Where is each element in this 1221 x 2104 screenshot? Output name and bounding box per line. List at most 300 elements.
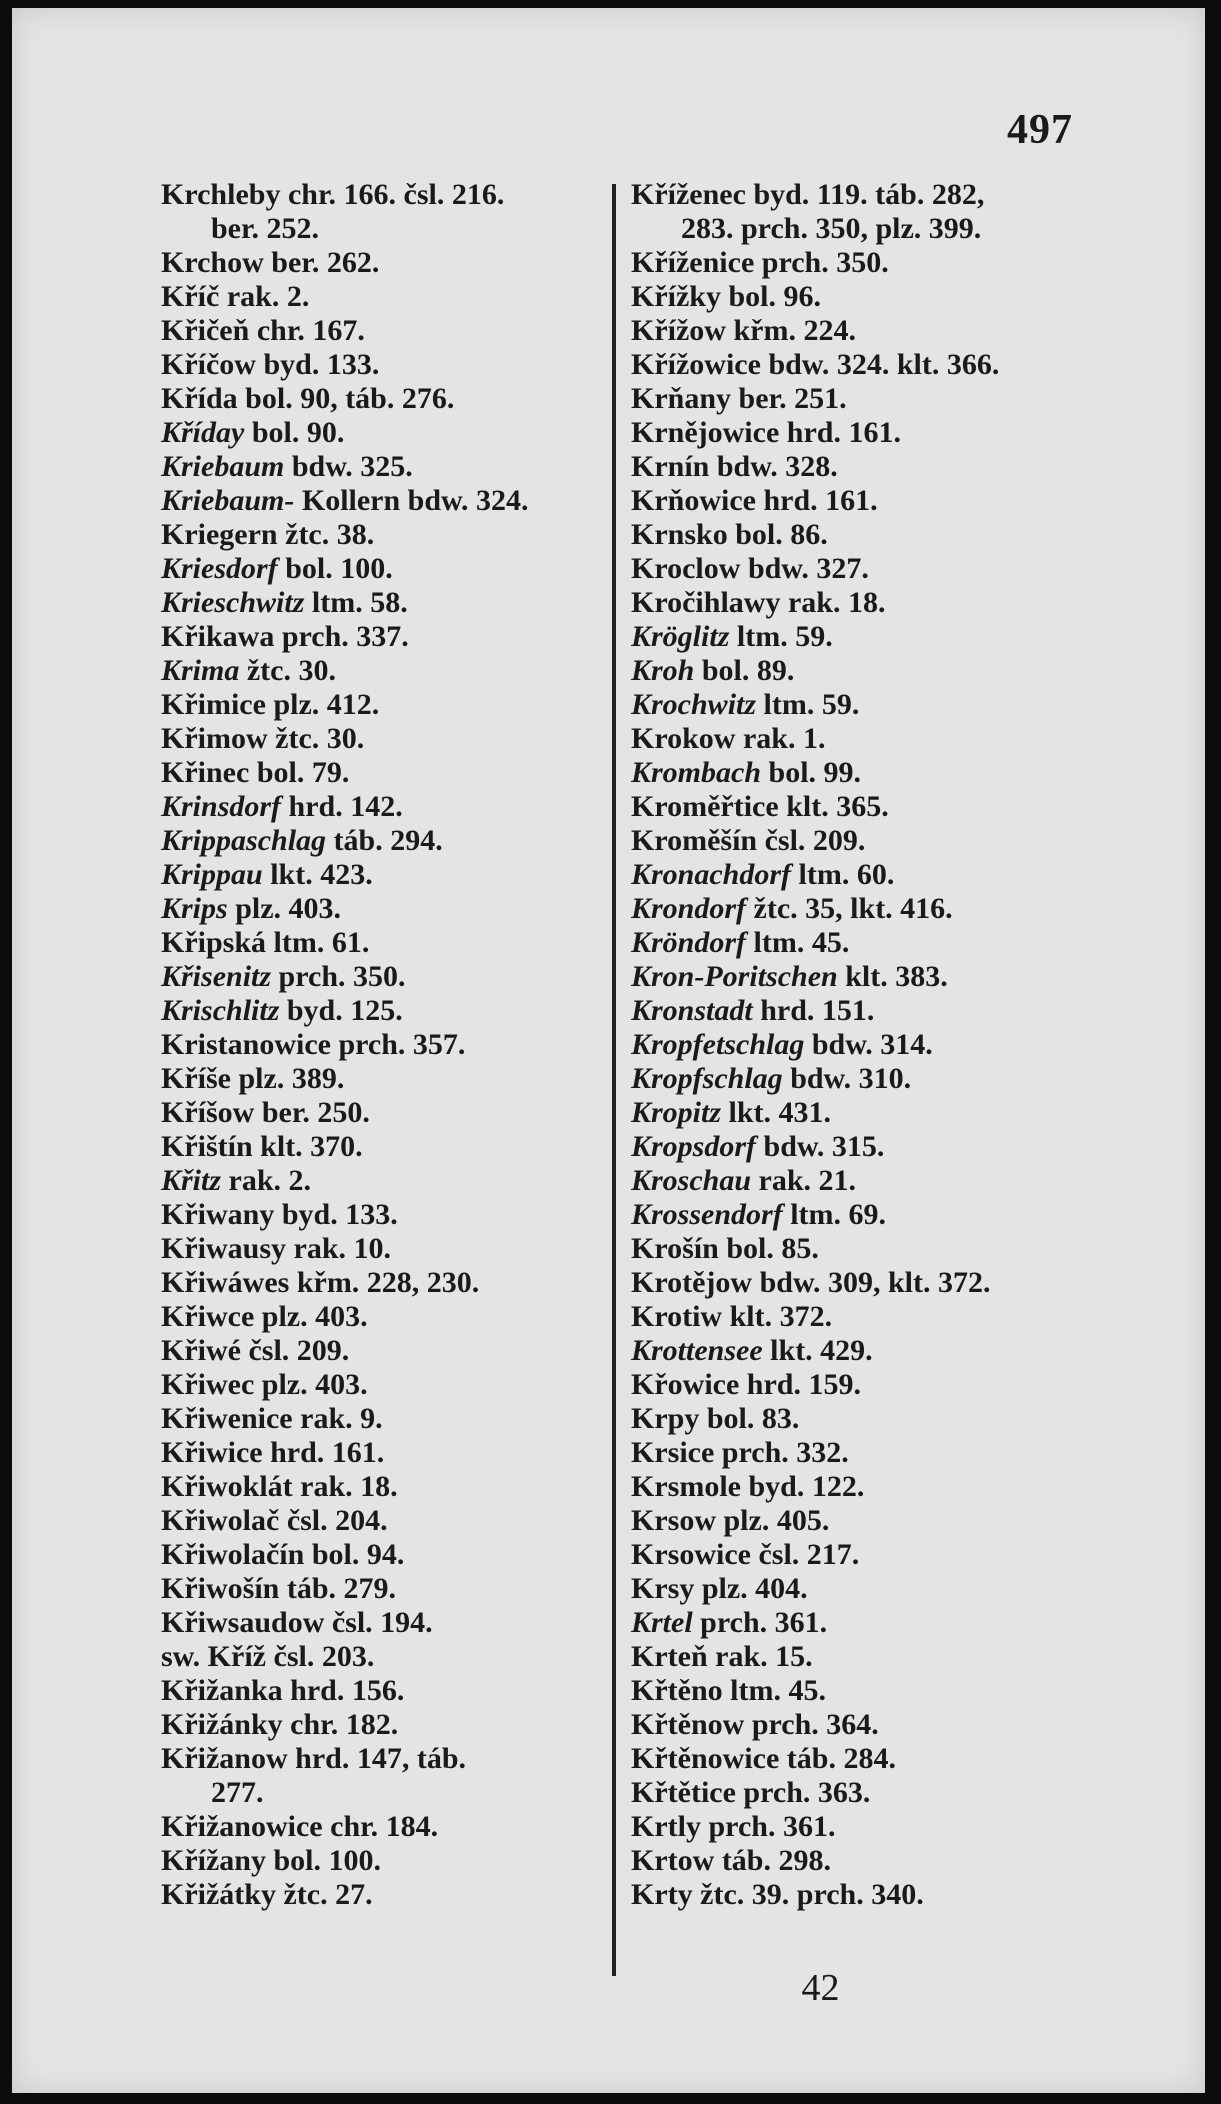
entry-references: bol. 100. (266, 1844, 382, 1877)
entry-references: klt. 365. (778, 790, 889, 823)
entry-references: ltm. 58. (304, 586, 408, 619)
entry-references: hrd. 151. (752, 994, 875, 1027)
entry-headword: Krotějow (631, 1266, 753, 1299)
index-entry (161, 178, 601, 212)
index-entry (161, 1878, 601, 1912)
index-entry (161, 1198, 601, 1232)
index-entry (631, 1504, 1076, 1538)
entry-headword: Krošín (631, 1232, 719, 1265)
entry-headword: Kriesdorf (161, 552, 278, 585)
signature-number: 42 (801, 1967, 840, 2009)
index-entry (161, 620, 601, 654)
entry-headword: Krossendorf (631, 1198, 783, 1231)
entry-references: bdw. 315. (756, 1130, 885, 1163)
index-entry (161, 1028, 601, 1062)
entry-headword: Křižanowice (161, 1810, 323, 1843)
entry-headword: Křištín (161, 1130, 253, 1163)
entry-references: ber. 252. (211, 212, 320, 245)
index-entry (631, 1198, 1076, 1232)
entry-references: rak. 2. (221, 1164, 312, 1197)
entry-references: chr. 184. (322, 1810, 439, 1843)
entry-references: křm. 228, 230. (289, 1266, 480, 1299)
entry-references: křm. 224. (725, 314, 856, 347)
index-entry (631, 1606, 1076, 1640)
index-entry (631, 1640, 1076, 1674)
index-entry (631, 178, 1076, 212)
entry-headword: sw. Kříž (161, 1640, 266, 1673)
entry-headword: Krinsdorf (161, 790, 282, 823)
entry-references: prch. 332. (714, 1436, 849, 1469)
entry-headword: Křimice (161, 688, 266, 721)
entry-references: prch. 363. (735, 1776, 871, 1809)
index-entry (631, 790, 1076, 824)
entry-references: čsl. 209. (757, 824, 866, 857)
index-entry (631, 416, 1076, 450)
entry-headword: Krnějowice (631, 416, 780, 449)
index-entry (631, 1300, 1076, 1334)
entry-headword: Křtětice (631, 1776, 736, 1809)
entry-headword: Křiwice (161, 1436, 263, 1469)
index-entry (631, 858, 1076, 892)
entry-headword: Krtow (631, 1844, 715, 1877)
index-entry (161, 1572, 601, 1606)
entry-references: hrd. 161. (779, 416, 901, 449)
entry-references: bol. 99. (761, 756, 862, 789)
entry-headword: Křižanka (161, 1674, 283, 1707)
entry-references: 277. (211, 1776, 264, 1809)
index-entry (631, 314, 1076, 348)
entry-references: byd. 125. (279, 994, 403, 1027)
entry-references: hrd. 159. (739, 1368, 861, 1401)
entry-headword: Křížany (161, 1844, 266, 1877)
index-entry (631, 994, 1076, 1028)
index-entry (161, 1640, 601, 1674)
column-divider (612, 184, 616, 1976)
entry-references: ber. 262. (263, 246, 380, 279)
entry-headword: Kröndorf (631, 926, 747, 959)
index-entry (631, 1436, 1076, 1470)
index-entry (161, 1096, 601, 1130)
entry-references: bdw. 324. klt. 366. (760, 348, 1000, 381)
index-entry (161, 1062, 601, 1096)
index-entry (161, 892, 601, 926)
entry-headword: Křiwany (161, 1198, 275, 1231)
entry-references: chr. 167. (249, 314, 365, 347)
entry-references: rak. 2. (219, 280, 310, 313)
index-entry (161, 382, 601, 416)
entry-references: bol. 83. (699, 1402, 800, 1435)
index-entry (161, 212, 601, 246)
entry-references: ltm. 61. (266, 926, 370, 959)
entry-references: hrd. 142. (281, 790, 403, 823)
entry-headword: Krima (161, 654, 240, 687)
index-entry (631, 1028, 1076, 1062)
entry-references: žtc. 39. prch. 340. (692, 1878, 924, 1911)
entry-headword: Křiwsaudow (161, 1606, 325, 1639)
entry-references: bol. 90. (244, 416, 345, 449)
entry-references: plz. 403. (254, 1368, 368, 1401)
index-entry (161, 484, 601, 518)
entry-references: 283. prch. 350, plz. 399. (681, 212, 982, 245)
entry-references: prch. 350. (754, 246, 889, 279)
entry-references: byd. 119. táb. 282, (745, 178, 985, 211)
entry-references: byd. 133. (255, 348, 380, 381)
index-entry (631, 1402, 1076, 1436)
entry-references: bol. 100. (277, 552, 393, 585)
entry-headword: Křipská (161, 926, 267, 959)
entry-headword: Křtěno (631, 1674, 723, 1707)
index-entry (161, 756, 601, 790)
entry-headword: Kroschau (631, 1164, 752, 1197)
entry-headword: Křiwáwes (161, 1266, 290, 1299)
index-entry (631, 518, 1076, 552)
index-entry (161, 654, 601, 688)
entry-headword: Kříšow (161, 1096, 255, 1129)
signature-mark (12, 1966, 1205, 2010)
entry-headword: Krpy (631, 1402, 700, 1435)
index-entry (161, 1742, 601, 1776)
index-entry (631, 1334, 1076, 1368)
entry-headword: Kropitz (631, 1096, 722, 1129)
entry-references: ltm. 45. (722, 1674, 826, 1707)
index-entry (631, 348, 1076, 382)
index-entry (631, 892, 1076, 926)
entry-references: bdw. 314. (804, 1028, 933, 1061)
entry-references: bol. 89. (694, 654, 795, 687)
entry-references: hrd. 161. (262, 1436, 385, 1469)
entry-headword: Křitz (161, 1164, 222, 1197)
entry-headword: Kristanowice (161, 1028, 331, 1061)
entry-references: ltm. 45. (746, 926, 850, 959)
entry-headword: Kriegern (161, 518, 278, 551)
entry-headword: Křtěnow (631, 1708, 745, 1741)
entry-references: ber. 250. (254, 1096, 370, 1129)
index-entry (631, 688, 1076, 722)
index-entry (631, 586, 1076, 620)
entry-headword: Křisenitz (161, 960, 272, 993)
entry-headword: Krips (161, 892, 228, 925)
entry-references: bol. 86. (727, 518, 828, 551)
index-entry (161, 1708, 601, 1742)
index-entry (161, 280, 601, 314)
index-entry (161, 824, 601, 858)
entry-references: Kollern bdw. 324. (294, 484, 529, 517)
entry-headword: Kroh (631, 654, 695, 687)
entry-references: čsl. 217. (750, 1538, 860, 1571)
entry-references: byd. 122. (740, 1470, 865, 1503)
entry-headword: Křiwošín (161, 1572, 280, 1605)
entry-references: ber. 251. (731, 382, 847, 415)
entry-headword: Krnsko (631, 518, 728, 551)
index-entry (161, 1674, 601, 1708)
index-entry (631, 1470, 1076, 1504)
entry-references: rak. 10. (286, 1232, 392, 1265)
index-entry (631, 1776, 1076, 1810)
entry-headword: Krondorf (631, 892, 747, 925)
entry-references: chr. 182. (282, 1708, 399, 1741)
entry-headword: Křiwec (161, 1368, 255, 1401)
index-entry (631, 1368, 1076, 1402)
index-entry (161, 926, 601, 960)
entry-references: táb. 298. (714, 1844, 831, 1877)
entry-headword: Kříženice (631, 246, 755, 279)
entry-headword: Krsow (631, 1504, 716, 1537)
index-entry (161, 1504, 601, 1538)
index-entry (631, 1572, 1076, 1606)
entry-headword: Křičeň (161, 314, 250, 347)
entry-references: plz. 389. (230, 1062, 345, 1095)
entry-headword: Krsice (631, 1436, 715, 1469)
entry-headword: Křižátky (161, 1878, 276, 1911)
index-entry (161, 1164, 601, 1198)
entry-references: hrd. 147, táb. (287, 1742, 467, 1775)
entry-references: bol. 79. (249, 756, 350, 789)
entry-headword: Krtly (631, 1810, 701, 1843)
index-entry (161, 1368, 601, 1402)
index-entry (161, 518, 601, 552)
index-entry (161, 722, 601, 756)
entry-headword: Křowice (631, 1368, 740, 1401)
entry-headword: Kříženec (631, 178, 746, 211)
entry-headword: Krottensee (631, 1334, 763, 1367)
entry-headword: Kronachdorf (631, 858, 792, 891)
entry-headword: Křížowice (631, 348, 761, 381)
entry-references: plz. 412. (265, 688, 380, 721)
entry-references: plz. 403. (227, 892, 342, 925)
entry-headword: Kriebaum (161, 450, 285, 483)
index-entry (161, 552, 601, 586)
index-entry (631, 960, 1076, 994)
entry-references: bdw. 328. (709, 450, 838, 483)
index-entry (631, 1130, 1076, 1164)
entry-references: bdw. 325. (284, 450, 413, 483)
entry-references: rak. 9. (292, 1402, 383, 1435)
index-entry (161, 416, 601, 450)
entry-headword: Kročihlawy (631, 586, 781, 619)
index-entry (631, 1096, 1076, 1130)
index-entry (161, 1130, 601, 1164)
index-entry (161, 994, 601, 1028)
entry-headword: Kříday (161, 416, 245, 449)
entry-headword: Krochwitz (631, 688, 757, 721)
entry-references: bol. 85. (718, 1232, 819, 1265)
entry-references: žtc. 35, lkt. 416. (746, 892, 953, 925)
index-entry (631, 824, 1076, 858)
index-entry (631, 1810, 1076, 1844)
entry-references: klt. 370. (252, 1130, 363, 1163)
index-entry (631, 1878, 1076, 1912)
entry-references: ltm. 69. (782, 1198, 887, 1231)
index-entry (161, 1232, 601, 1266)
index-entry (161, 1436, 601, 1470)
entry-references: lkt. 429. (762, 1334, 873, 1367)
entry-references: plz. 404. (694, 1572, 808, 1605)
index-entry (161, 1470, 601, 1504)
index-entry (161, 1844, 601, 1878)
entry-references: ltm. 60. (791, 858, 895, 891)
entry-references: prch. 364. (744, 1708, 879, 1741)
index-entry (161, 858, 601, 892)
index-entry (631, 1844, 1076, 1878)
entry-references: čsl. 204. (279, 1504, 388, 1537)
right-column (631, 178, 1076, 1912)
index-entry (631, 450, 1076, 484)
entry-headword: Křikawa (161, 620, 275, 653)
entry-references: žtc. 30. (267, 722, 365, 755)
index-entry (631, 1062, 1076, 1096)
entry-headword: Krtel (631, 1606, 693, 1639)
entry-headword: Kron-Poritschen (631, 960, 838, 993)
index-entry (631, 926, 1076, 960)
entry-headword: Krsmole (631, 1470, 741, 1503)
entry-headword: Krnín (631, 450, 710, 483)
entry-headword: Kropfetschlag (631, 1028, 805, 1061)
entry-headword: Krieschwitz (161, 586, 305, 619)
entry-references: čsl. 194. (324, 1606, 433, 1639)
entry-headword: Krsowice (631, 1538, 751, 1571)
entry-headword: Krchow (161, 246, 264, 279)
entry-headword: Kropfschlag (631, 1062, 783, 1095)
entry-headword: Křiwausy (161, 1232, 287, 1265)
entry-references: klt. 372. (722, 1300, 833, 1333)
entry-headword: Kropsdorf (631, 1130, 757, 1163)
entry-references: hrd. 156. (282, 1674, 405, 1707)
entry-references: bol. 94. (304, 1538, 405, 1571)
entry-headword: Krischlitz (161, 994, 280, 1027)
index-entry (631, 620, 1076, 654)
index-entry (161, 790, 601, 824)
entry-headword: Křiwoklát (161, 1470, 293, 1503)
entry-headword: Kříč (161, 280, 220, 313)
entry-headword: Kriebaum- (161, 484, 295, 517)
index-entry (631, 212, 1076, 246)
index-entry (631, 280, 1076, 314)
entry-headword: Krchleby (161, 178, 281, 211)
entry-headword: Krombach (631, 756, 762, 789)
book-page (12, 8, 1205, 2093)
entry-headword: Křinec (161, 756, 250, 789)
index-entry (161, 450, 601, 484)
index-entry (161, 960, 601, 994)
entry-headword: Krsy (631, 1572, 695, 1605)
entry-headword: Krty (631, 1878, 693, 1911)
entry-headword: Kroměšín (631, 824, 758, 857)
entry-headword: Krotiw (631, 1300, 723, 1333)
entry-headword: Křížky (631, 280, 721, 313)
index-entry (631, 246, 1076, 280)
entry-headword: Křižanow (161, 1742, 288, 1775)
index-entry (631, 484, 1076, 518)
entry-references: žtc. 30. (239, 654, 336, 687)
entry-references: rak. 18. (780, 586, 886, 619)
index-entry (631, 1266, 1076, 1300)
entry-headword: Kříčow (161, 348, 256, 381)
index-entry (161, 586, 601, 620)
entry-references: klt. 383. (837, 960, 948, 993)
entry-headword: Krippau (161, 858, 263, 891)
entry-references: čsl. 209. (240, 1334, 350, 1367)
entry-references: lkt. 431. (721, 1096, 832, 1129)
entry-references: bdw. 327. (740, 552, 869, 585)
entry-references: táb. 284. (779, 1742, 896, 1775)
index-entry (631, 552, 1076, 586)
entry-headword: Křížow (631, 314, 726, 347)
entry-references: žtc. 38. (277, 518, 375, 551)
index-entry (631, 1538, 1076, 1572)
index-entry (631, 1164, 1076, 1198)
entry-headword: Křiwolačín (161, 1538, 305, 1571)
entry-references: táb. 294. (326, 824, 443, 857)
index-entry (631, 654, 1076, 688)
entry-references: čsl. 203. (266, 1640, 375, 1673)
index-entry (161, 1266, 601, 1300)
entry-headword: Krteň (631, 1640, 708, 1673)
entry-headword: Křtěnowice (631, 1742, 780, 1775)
entry-headword: Křižánky (161, 1708, 283, 1741)
entry-headword: Kroměřtice (631, 790, 779, 823)
entry-references: rak. 18. (292, 1470, 398, 1503)
entry-headword: Kříše (161, 1062, 231, 1095)
entry-headword: Krňowice (631, 484, 756, 517)
entry-references: bdw. 309, klt. 372. (752, 1266, 991, 1299)
entry-references: ltm. 59. (729, 620, 833, 653)
index-entry (631, 756, 1076, 790)
entry-references: prch. 337. (274, 620, 409, 653)
entry-headword: Křiwé (161, 1334, 241, 1367)
entry-references: rak. 15. (707, 1640, 813, 1673)
entry-references: táb. 279. (279, 1572, 397, 1605)
index-entry (161, 246, 601, 280)
entry-references: prch. 361. (692, 1606, 828, 1639)
entry-references: hrd. 161. (755, 484, 878, 517)
index-entry (631, 1742, 1076, 1776)
entry-headword: Kröglitz (631, 620, 730, 653)
entry-headword: Křída (161, 382, 238, 415)
entry-headword: Kroclow (631, 552, 741, 585)
index-entry (631, 722, 1076, 756)
entry-references: prch. 357. (330, 1028, 466, 1061)
entry-references: rak. 21. (751, 1164, 857, 1197)
entry-headword: Kronstadt (631, 994, 753, 1027)
entry-references: lkt. 423. (262, 858, 373, 891)
index-entry (161, 314, 601, 348)
index-entry (161, 1810, 601, 1844)
entry-headword: Křiwolač (161, 1504, 280, 1537)
index-entry (161, 688, 601, 722)
page-number: 497 (1007, 107, 1073, 153)
index-entry (161, 1538, 601, 1572)
entry-references: byd. 133. (274, 1198, 398, 1231)
entry-references: chr. 166. čsl. 216. (280, 178, 505, 211)
index-entry (631, 1708, 1076, 1742)
index-entry (161, 1776, 601, 1810)
index-entry (161, 348, 601, 382)
entry-references: plz. 403. (254, 1300, 368, 1333)
entry-references: žtc. 27. (275, 1878, 373, 1911)
entry-references: prch. 361. (700, 1810, 836, 1843)
entry-headword: Křiwenice (161, 1402, 293, 1435)
index-entry (631, 1232, 1076, 1266)
entry-references: bdw. 310. (782, 1062, 912, 1095)
entry-headword: Křiwce (161, 1300, 255, 1333)
index-entry (161, 1334, 601, 1368)
index-entry (631, 1674, 1076, 1708)
index-entry (161, 1606, 601, 1640)
entry-headword: Krippaschlag (161, 824, 327, 857)
index-entry (161, 1402, 601, 1436)
entry-references: prch. 350. (271, 960, 406, 993)
left-column (161, 178, 601, 1912)
